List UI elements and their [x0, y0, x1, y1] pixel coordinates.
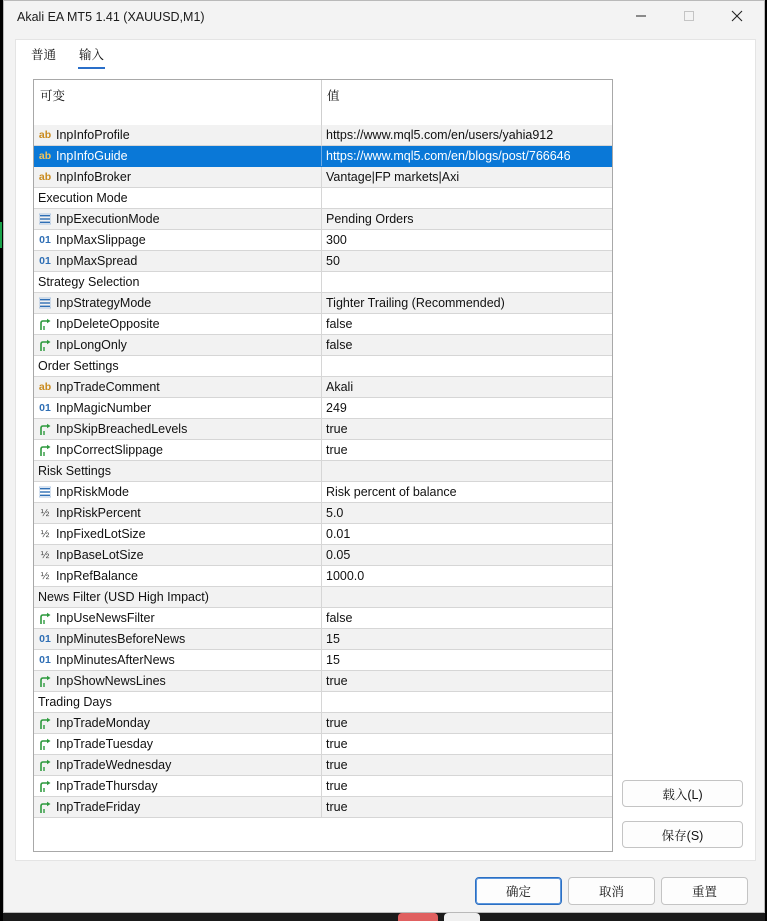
parameter-row[interactable]: [34, 524, 612, 545]
value-cell[interactable]: Pending Orders: [326, 212, 414, 226]
group-row[interactable]: [34, 356, 612, 377]
parameter-name: InpInfoBroker: [56, 170, 132, 184]
variable-cell[interactable]: [34, 755, 322, 775]
value-cell[interactable]: false: [326, 611, 353, 625]
double-type-icon: ½: [40, 549, 50, 561]
parameter-row[interactable]: [34, 251, 612, 272]
variable-cell[interactable]: [34, 461, 322, 481]
parameter-name: InpTradeMonday: [56, 716, 151, 730]
parameter-name: InpRiskPercent: [56, 506, 141, 520]
column-header-value[interactable]: 值: [327, 89, 340, 103]
value-cell[interactable]: true: [326, 800, 348, 814]
bool-arrow-icon: [38, 776, 52, 796]
value-cell[interactable]: Tighter Trailing (Recommended): [326, 296, 505, 310]
parameter-name: InpExecutionMode: [56, 212, 160, 226]
minimize-icon: [635, 10, 647, 22]
parameter-name: InpBaseLotSize: [56, 548, 144, 562]
integer-type-icon: 01: [39, 255, 51, 267]
parameter-row[interactable]: [34, 335, 612, 356]
parameter-row[interactable]: [34, 440, 612, 461]
value-cell: [322, 356, 612, 376]
value-cell: [322, 587, 612, 607]
parameter-name: InpSkipBreachedLevels: [56, 422, 188, 436]
parameter-name: InpMaxSpread: [56, 254, 138, 268]
value-cell[interactable]: 300: [326, 233, 347, 247]
bool-arrow-icon: [38, 671, 52, 691]
bool-arrow-icon: [38, 440, 52, 460]
group-label: Risk Settings: [38, 464, 111, 478]
value-cell[interactable]: 1000.0: [326, 569, 365, 583]
bool-arrow-icon: [38, 713, 52, 733]
parameter-name: InpMaxSlippage: [56, 233, 146, 247]
string-type-icon: ab: [38, 129, 52, 141]
ok-button[interactable]: 确定: [475, 877, 562, 905]
reset-button[interactable]: 重置: [661, 877, 748, 905]
group-label: Execution Mode: [38, 191, 128, 205]
variable-cell[interactable]: [34, 440, 322, 460]
parameter-row[interactable]: [34, 146, 612, 167]
parameter-row[interactable]: [34, 734, 612, 755]
value-cell[interactable]: Vantage|FP markets|Axi: [326, 170, 460, 184]
parameter-name: InpTradeThursday: [56, 779, 158, 793]
integer-type-icon: 01: [39, 402, 51, 414]
bool-arrow-icon: [38, 335, 52, 355]
value-cell[interactable]: true: [326, 716, 348, 730]
group-row[interactable]: [34, 272, 612, 293]
parameter-name: InpTradeFriday: [56, 800, 141, 814]
tab-inputs[interactable]: 输入: [79, 45, 104, 63]
value-cell: [322, 188, 612, 208]
value-cell: [322, 272, 612, 292]
value-cell[interactable]: true: [326, 422, 348, 436]
parameter-name: InpRiskMode: [56, 485, 129, 499]
parameter-row[interactable]: [34, 671, 612, 692]
variable-cell[interactable]: [34, 272, 322, 292]
parameter-name: InpFixedLotSize: [56, 527, 146, 541]
parameter-name: InpMinutesBeforeNews: [56, 632, 186, 646]
maximize-button: [666, 1, 712, 31]
parameter-name: InpInfoProfile: [56, 128, 130, 142]
variable-cell[interactable]: [34, 566, 322, 586]
minimize-button[interactable]: [618, 1, 664, 31]
list-icon: [38, 293, 52, 313]
variable-cell[interactable]: [34, 608, 322, 628]
value-cell[interactable]: false: [326, 338, 353, 352]
parameter-name: InpTradeComment: [56, 380, 160, 394]
parameter-name: InpCorrectSlippage: [56, 443, 164, 457]
parameter-row[interactable]: [34, 419, 612, 440]
variable-cell[interactable]: [34, 671, 322, 691]
maximize-icon: [683, 10, 695, 22]
value-cell[interactable]: true: [326, 737, 348, 751]
ea-properties-dialog: [3, 0, 765, 913]
value-cell: [322, 692, 612, 712]
variable-cell[interactable]: [34, 587, 322, 607]
parameter-row[interactable]: [34, 125, 612, 146]
value-cell[interactable]: 50: [326, 254, 340, 268]
group-row[interactable]: [34, 188, 612, 209]
variable-cell[interactable]: [34, 377, 322, 397]
window-title: Akali EA MT5 1.41 (XAUUSD,M1): [17, 10, 205, 24]
value-cell[interactable]: https://www.mql5.com/en/blogs/post/766646: [326, 149, 571, 163]
parameter-row[interactable]: [34, 629, 612, 650]
group-row[interactable]: [34, 461, 612, 482]
parameter-row[interactable]: [34, 776, 612, 797]
double-type-icon: ½: [40, 570, 50, 582]
parameter-name: InpRefBalance: [56, 569, 139, 583]
integer-type-icon: 01: [39, 234, 51, 246]
parameter-row[interactable]: [34, 209, 612, 230]
list-icon: [38, 482, 52, 502]
grid-header: [34, 80, 612, 126]
value-cell[interactable]: 15: [326, 632, 340, 646]
parameter-row[interactable]: [34, 314, 612, 335]
parameter-row[interactable]: [34, 797, 612, 818]
group-label: Order Settings: [38, 359, 119, 373]
list-icon: [38, 209, 52, 229]
variable-cell[interactable]: [34, 209, 322, 229]
parameter-row[interactable]: [34, 293, 612, 314]
load-button[interactable]: 载入(L): [622, 780, 743, 807]
taskbar-fragment: [444, 913, 480, 921]
variable-cell[interactable]: [34, 251, 322, 271]
parameter-name: InpTradeWednesday: [56, 758, 172, 772]
cancel-button[interactable]: 取消: [568, 877, 655, 905]
variable-cell[interactable]: [34, 188, 322, 208]
parameter-name: InpShowNewsLines: [56, 674, 166, 688]
variable-cell[interactable]: [34, 650, 322, 670]
tab-panel: [15, 39, 756, 861]
variable-cell[interactable]: [34, 167, 322, 187]
string-type-icon: ab: [38, 381, 52, 393]
close-icon: [731, 10, 743, 22]
value-cell[interactable]: 249: [326, 401, 347, 415]
parameter-row[interactable]: [34, 650, 612, 671]
parameter-row[interactable]: [34, 566, 612, 587]
variable-cell[interactable]: [34, 398, 322, 418]
variable-cell[interactable]: [34, 230, 322, 250]
variable-cell[interactable]: [34, 335, 322, 355]
integer-type-icon: 01: [39, 633, 51, 645]
variable-cell[interactable]: [34, 713, 322, 733]
value-cell[interactable]: true: [326, 758, 348, 772]
parameter-row[interactable]: [34, 545, 612, 566]
parameter-name: InpUseNewsFilter: [56, 611, 155, 625]
value-cell[interactable]: true: [326, 443, 348, 457]
variable-cell[interactable]: [34, 629, 322, 649]
inputs-grid[interactable]: [33, 79, 613, 852]
parameter-row[interactable]: [34, 482, 612, 503]
parameter-name: InpMinutesAfterNews: [56, 653, 175, 667]
parameter-name: InpTradeTuesday: [56, 737, 154, 751]
bool-arrow-icon: [38, 419, 52, 439]
parameter-name: InpLongOnly: [56, 338, 127, 352]
parameter-row[interactable]: [34, 503, 612, 524]
variable-cell[interactable]: [34, 776, 322, 796]
bool-arrow-icon: [38, 755, 52, 775]
variable-cell[interactable]: [34, 146, 322, 166]
tab-common[interactable]: 普通: [31, 48, 57, 62]
group-label: Strategy Selection: [38, 275, 140, 289]
chart-candle-mark: [0, 222, 2, 248]
variable-cell[interactable]: [34, 293, 322, 313]
group-row[interactable]: [34, 587, 612, 608]
value-cell[interactable]: Akali: [326, 380, 354, 394]
variable-cell[interactable]: [34, 125, 322, 145]
value-cell[interactable]: true: [326, 779, 348, 793]
variable-cell[interactable]: [34, 797, 322, 817]
parameter-row[interactable]: [34, 755, 612, 776]
string-type-icon: ab: [38, 150, 52, 162]
bool-arrow-icon: [38, 314, 52, 334]
parameter-name: InpDeleteOpposite: [56, 317, 160, 331]
group-label: News Filter (USD High Impact): [38, 590, 209, 604]
parameter-row[interactable]: [34, 398, 612, 419]
grid-rows: [34, 125, 612, 818]
value-cell[interactable]: Risk percent of balance: [326, 485, 457, 499]
value-cell[interactable]: 5.0: [326, 506, 344, 520]
bool-arrow-icon: [38, 797, 52, 817]
value-cell[interactable]: false: [326, 317, 353, 331]
double-type-icon: ½: [40, 528, 50, 540]
parameter-row[interactable]: [34, 377, 612, 398]
variable-cell[interactable]: [34, 482, 322, 502]
taskbar-fragment: [398, 913, 438, 921]
parameter-name: InpStrategyMode: [56, 296, 152, 310]
variable-cell[interactable]: [34, 503, 322, 523]
parameter-row[interactable]: [34, 713, 612, 734]
string-type-icon: ab: [38, 171, 52, 183]
value-cell[interactable]: true: [326, 674, 348, 688]
parameter-row[interactable]: [34, 608, 612, 629]
title-bar: [4, 1, 764, 33]
column-header-variable[interactable]: 可变: [34, 80, 322, 125]
parameter-row[interactable]: [34, 230, 612, 251]
value-cell: [322, 461, 612, 481]
group-label: Trading Days: [38, 695, 112, 709]
variable-cell[interactable]: [34, 356, 322, 376]
parameter-name: InpMagicNumber: [56, 401, 152, 415]
integer-type-icon: 01: [39, 654, 51, 666]
variable-cell[interactable]: [34, 419, 322, 439]
group-row[interactable]: [34, 692, 612, 713]
bool-arrow-icon: [38, 734, 52, 754]
variable-cell[interactable]: [34, 545, 322, 565]
parameter-row[interactable]: [34, 167, 612, 188]
value-cell[interactable]: 0.05: [326, 548, 351, 562]
close-button[interactable]: [714, 1, 760, 31]
value-cell[interactable]: 0.01: [326, 527, 351, 541]
parameter-name: InpInfoGuide: [56, 149, 128, 163]
save-button[interactable]: 保存(S): [622, 821, 743, 848]
bool-arrow-icon: [38, 608, 52, 628]
value-cell[interactable]: https://www.mql5.com/en/users/yahia912: [326, 128, 554, 142]
variable-cell[interactable]: [34, 524, 322, 544]
variable-cell[interactable]: [34, 734, 322, 754]
variable-cell[interactable]: [34, 314, 322, 334]
variable-cell[interactable]: [34, 692, 322, 712]
value-cell[interactable]: 15: [326, 653, 340, 667]
double-type-icon: ½: [40, 507, 50, 519]
